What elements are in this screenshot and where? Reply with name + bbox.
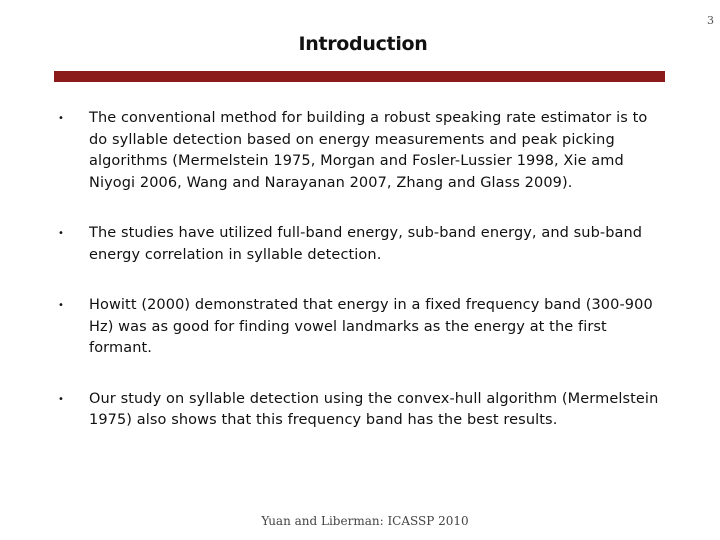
bullet-dot-icon: • [58, 113, 64, 124]
bullet-dot-icon: • [58, 300, 64, 311]
bullet-text: The conventional method for building a robust speaking rate estimator is to do syllable detection based on energy measurements and peak picking algorithms (Mermelstein 1975, Morgan and Fosler-Lussier 1998, Xie amd Niyogi 2006, Wang and Narayanan 2007, Zhang and Glass 2009). [89, 110, 648, 191]
bullet-dot-icon: • [58, 228, 64, 239]
bullet-item [58, 108, 668, 194]
slide-number: 3 [707, 14, 714, 27]
bullet-item [58, 295, 668, 360]
bullet-list [58, 108, 668, 432]
bullet-item [58, 223, 668, 266]
slide-footer: Yuan and Liberman: ICASSP 2010 [261, 514, 469, 528]
title-divider-bar [54, 71, 665, 82]
bullet-dot-icon: • [58, 393, 64, 405]
slide-title: Introduction [298, 33, 428, 55]
bullet-text: Howitt (2000) demonstrated that energy in a fixed frequency band (300-900 Hz) was as good for finding vowel landmarks as the energy at the first formant. [89, 297, 653, 356]
bullet-text: The studies have utilized full-band energy, sub-band energy, and sub-band energy correlation in syllable detection. [89, 225, 643, 263]
bullet-text: Our study on syllable detection using the convex-hull algorithm (Mermelstein 1975) also shows that this frequency band has the best results. [89, 390, 659, 428]
bullet-item [58, 389, 668, 432]
